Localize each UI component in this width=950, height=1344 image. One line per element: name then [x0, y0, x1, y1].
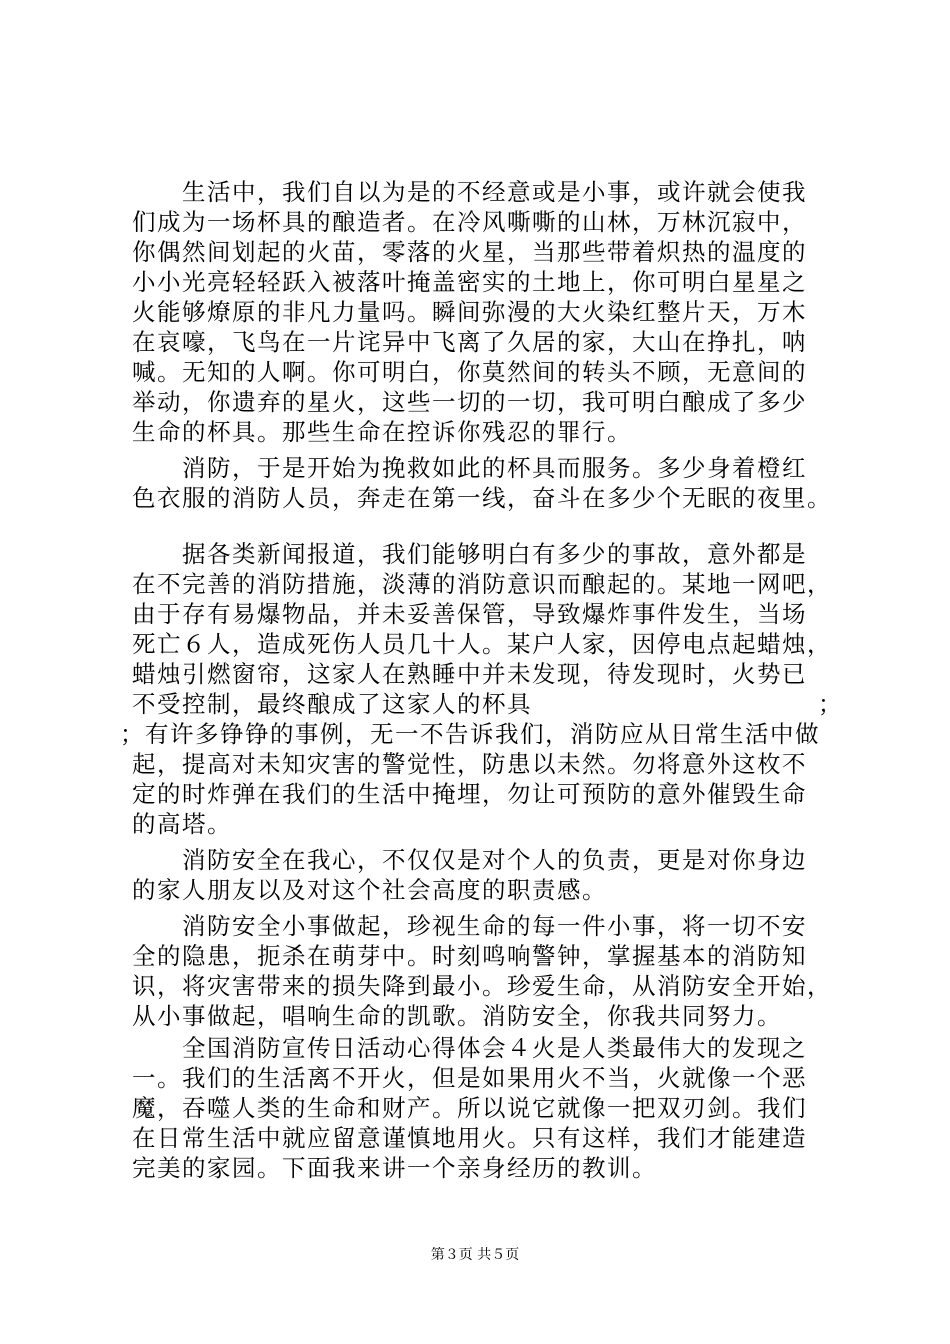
- text-line: 消防安全小事做起，珍视生命的每一件小事，将一切不安: [182, 912, 807, 940]
- text-line: 据各类新闻报道，我们能够明白有多少的事故，意外都是: [182, 540, 807, 568]
- text-line: 消防，于是开始为挽救如此的杯具而服务。多少身着橙红: [182, 454, 807, 482]
- text-line: 火能够燎原的非凡力量吗。瞬间弥漫的大火染红整片天，万木: [132, 298, 807, 326]
- page-number: 第３页 共５页: [430, 1247, 520, 1263]
- text-line: 定的时炸弹在我们的生活中掩埋，勿让可预防的意外催毁生命: [132, 780, 807, 808]
- text-line: 全国消防宣传日活动心得体会４火是人类最伟大的发现之: [182, 1034, 807, 1062]
- text-line: 在不完善的消防措施，淡薄的消防意识而酿起的。某地一网吧，: [132, 570, 832, 598]
- text-line: 起，提高对未知灾害的警觉性，防患以未然。勿将意外这枚不: [132, 750, 807, 778]
- text-line: 蜡烛引燃窗帘，这家人在熟睡中并未发现，待发现时，火势已: [132, 660, 807, 688]
- text-line: 们成为一场杯具的酿造者。在冷风嘶嘶的山林，万林沉寂中，: [132, 208, 807, 236]
- text-line: 消防安全在我心，不仅仅是对个人的负责，更是对你身边: [182, 846, 807, 874]
- text-line: 一。我们的生活离不开火，但是如果用火不当，火就像一个恶: [132, 1064, 807, 1092]
- text-line: 完美的家园。下面我来讲一个亲身经历的教训。: [132, 1154, 657, 1182]
- text-line: 喊。无知的人啊。你可明白，你莫然间的转头不顾，无意间的: [132, 358, 807, 386]
- text-line: 由于存有易爆物品，并未妥善保管，导致爆炸事件发生，当场: [132, 600, 807, 628]
- text-line: 识，将灾害带来的损失降到最小。珍爱生命，从消防安全开始，: [132, 972, 832, 1000]
- text-line: 在日常生活中就应留意谨慎地用火。只有这样，我们才能建造: [132, 1124, 807, 1152]
- text-line: 色衣服的消防人员，奔走在第一线，奋斗在多少个无眠的夜里。: [132, 484, 832, 512]
- text-line: 不受控制，最终酿成了这家人的杯具: [132, 690, 532, 718]
- text-line: 全的隐患，扼杀在萌芽中。时刻鸣响警钟，掌握基本的消防知: [132, 942, 807, 970]
- text-line: 魔，吞噬人类的生命和财产。所以说它就像一把双刃剑。我们: [132, 1094, 807, 1122]
- text-line: 你偶然间划起的火苗，零落的火星，当那些带着炽热的温度的: [132, 238, 807, 266]
- text-line: 生命的杯具。那些生命在控诉你残忍的罪行。: [132, 418, 632, 446]
- text-line: 举动，你遗弃的星火，这些一切的一切，我可明白酿成了多少: [132, 388, 807, 416]
- text-line: 的家人朋友以及对这个社会高度的职责感。: [132, 876, 607, 904]
- text-line: 在哀嚎，飞鸟在一片诧异中飞离了久居的家，大山在挣扎，呐: [132, 328, 807, 356]
- text-line: ；: [818, 690, 843, 718]
- text-line: 生活中，我们自以为是的不经意或是小事，或许就会使我: [182, 178, 807, 206]
- text-line: 小小光亮轻轻跃入被落叶掩盖密实的土地上，你可明白星星之: [132, 268, 807, 296]
- text-line: 死亡６人，造成死伤人员几十人。某户人家，因停电点起蜡烛，: [132, 630, 832, 658]
- text-line: 的高塔。: [132, 810, 232, 838]
- text-line: ；有许多铮铮的事例，无一不告诉我们，消防应从日常生活中做: [120, 720, 820, 748]
- text-line: 从小事做起，唱响生命的凯歌。消防安全，你我共同努力。: [132, 1002, 782, 1030]
